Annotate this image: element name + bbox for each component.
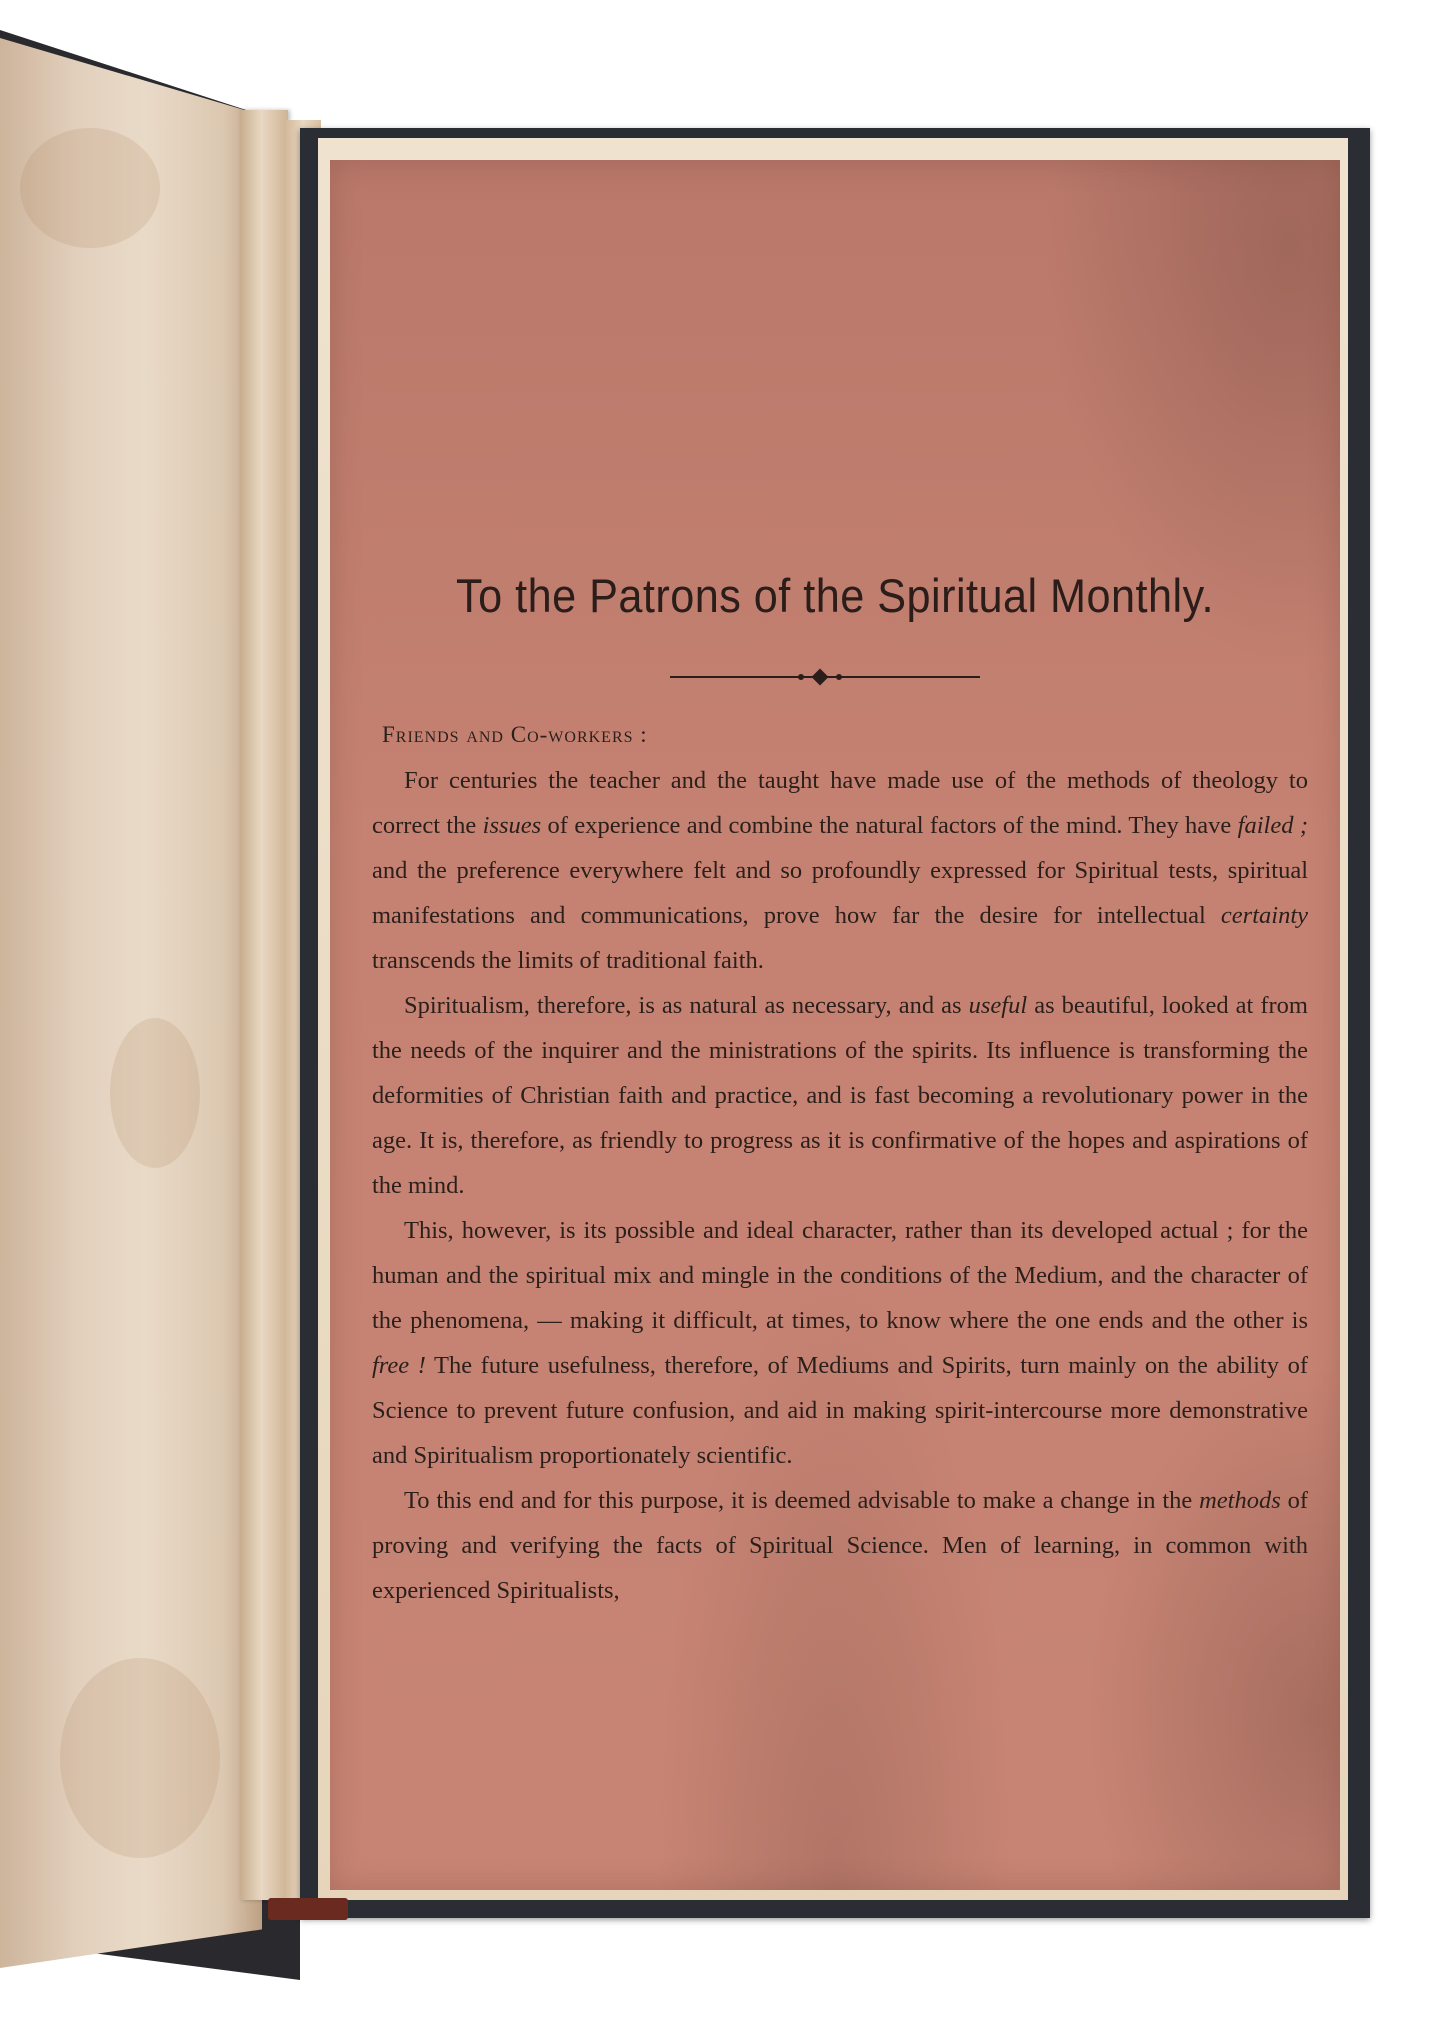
paragraph-text: Spiritualism, therefore, is as natural as necessary, and as (404, 992, 969, 1019)
pink-notice-sheet (330, 160, 1340, 1890)
paragraph-text: as beautiful, looked at from the needs of the inquirer and the ministrations of the spirits. Its influence is transforming the deformities of Christian faith and practice, and is fast becoming a revolutionary power in the age. It is, therefore, as friendly to progress as it is confirmative of the hopes and aspirations of the mind. (372, 992, 1308, 1199)
paragraph-text: transcends the limits of traditional faith. (372, 947, 764, 974)
paragraph (372, 1208, 1308, 1478)
gutter-paper-strip (240, 110, 288, 1900)
paragraph-text: This, however, is its possible and ideal character, rather than its developed actual ; for the human and the spiritual mix and mingle in the conditions of the Medium, and the character of the phenomena, — making it difficult, at times, to know where the one ends and the other is (372, 1217, 1308, 1334)
paragraph-text: To this end and for this purpose, it is deemed advisable to make a change in the (404, 1487, 1200, 1514)
paragraph-text: of experience and combine the natural factors of the mind. They have (541, 812, 1238, 839)
notice-body (372, 758, 1308, 1613)
left-endpaper (0, 38, 262, 1968)
italic-text: useful (968, 992, 1028, 1019)
italic-text: failed ; (1237, 812, 1308, 839)
paragraph (372, 983, 1308, 1208)
ornament-rule (670, 670, 980, 684)
italic-text: free ! (372, 1352, 426, 1379)
paragraph (372, 1478, 1308, 1613)
salutation: Friends and Co-workers : (382, 722, 648, 747)
italic-text: methods (1199, 1487, 1281, 1514)
paragraph (372, 758, 1308, 983)
italic-text: issues (482, 812, 542, 839)
italic-text: certainty (1220, 902, 1308, 929)
headband (268, 1898, 348, 1920)
paragraph-text: and the preference everywhere felt and so profoundly expressed for Spiritual tests, spiritual manifestations and communications, prove how far the desire for intellectual (372, 857, 1308, 929)
notice-title: To the Patrons of the Spiritual Monthly. (456, 569, 1214, 622)
paragraph-text: of proving and verifying the facts of Spiritual Science. Men of learning, in common with experienced Spiritualists, (372, 1487, 1308, 1604)
paragraph-text: The future usefulness, therefore, of Mediums and Spirits, turn mainly on the ability of Science to prevent future confusion, and aid in making spirit-intercourse more demonstrative and Spiritualism proportionately scientific. (372, 1352, 1308, 1469)
paragraph-text: For centuries the teacher and the taught have made use of the methods of theology to correct the (372, 767, 1308, 839)
